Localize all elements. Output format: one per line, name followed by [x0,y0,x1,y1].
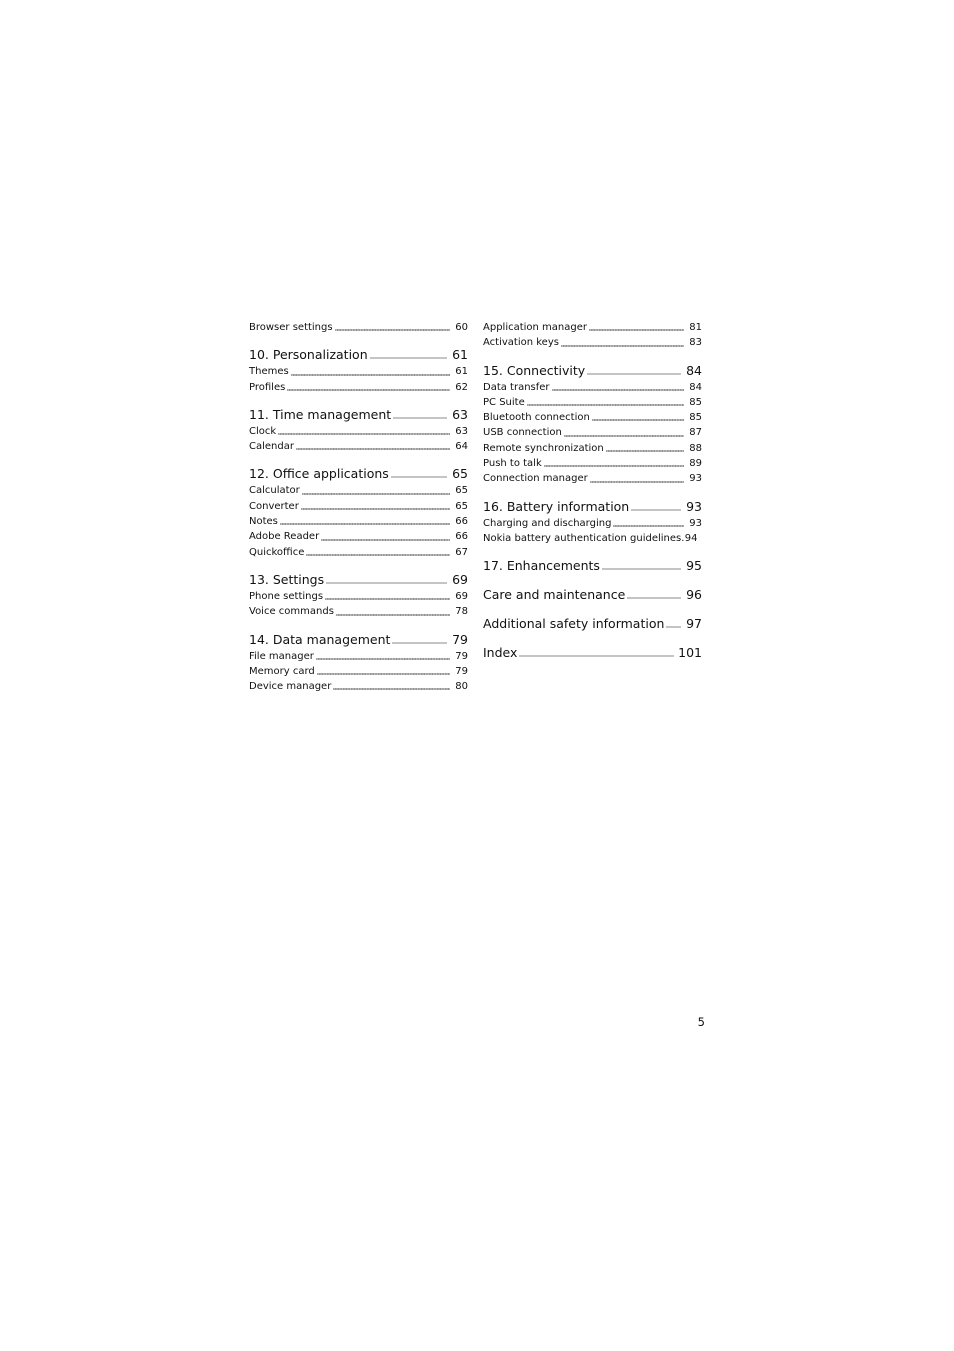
toc-section[interactable] [249,571,468,589]
toc-section[interactable] [483,498,702,516]
dot-leader [666,626,681,628]
entry-page: 80 [455,681,468,693]
section-page: 69 [452,571,468,587]
entry-page: 63 [455,425,468,437]
entry-title: USB connection [483,427,562,439]
entry-title: Voice commands [249,606,334,618]
section-title: 10. Personalization [249,347,368,363]
dot-leader [631,509,681,511]
toc-entry[interactable] [249,380,468,395]
toc-section[interactable] [483,362,702,380]
entry-title: Adobe Reader [249,531,320,543]
entry-page: 65 [455,485,468,497]
toc-entry[interactable] [249,589,468,604]
toc-entry[interactable] [483,531,702,546]
entry-page: 84 [689,381,702,393]
entry-page: 67 [455,546,468,558]
dot-leader [589,329,684,331]
entry-page: 65 [455,500,468,512]
section-title: 14. Data management [249,631,391,647]
toc-entry[interactable] [249,514,468,529]
entry-page: 78 [455,606,468,618]
entry-title: Application manager [483,322,587,333]
entry-title: Calculator [249,485,300,497]
entry-page: 85 [689,412,702,424]
dot-leader [333,688,450,690]
entry-title: PC Suite [483,396,525,408]
dot-leader [393,417,447,419]
dot-leader [370,357,447,359]
dot-leader [592,419,684,421]
section-title: 13. Settings [249,571,325,587]
entry-page: 87 [689,427,702,439]
dot-leader [287,389,450,391]
toc-right-column [483,320,702,662]
entry-title: Converter [249,500,299,512]
section-page: 95 [686,558,702,574]
toc-section[interactable] [249,406,468,424]
section-title: 11. Time management [249,406,392,422]
dot-leader [296,448,450,450]
dot-leader [321,539,450,541]
toc-entry[interactable] [249,499,468,514]
dot-leader [527,404,684,406]
section-page: 63 [452,406,468,422]
entry-title: Activation keys [483,337,559,349]
entry-title: Memory card [249,665,315,677]
entry-title: Quickoffice [249,546,305,558]
section-title: Care and maintenance [483,587,626,603]
toc-entry[interactable] [483,410,702,425]
section-title: 12. Office applications [249,466,389,482]
entry-page: 94 [684,532,698,544]
toc-entry[interactable] [249,483,468,498]
entry-title: Charging and discharging [483,517,612,529]
toc-entry[interactable] [483,320,702,335]
dot-leader [278,433,450,435]
toc-section[interactable] [483,615,702,633]
entry-title: File manager [249,650,314,662]
toc-section[interactable] [483,557,702,575]
dot-leader [291,374,450,376]
dot-leader [606,450,684,452]
entry-title: Connection manager [483,473,588,485]
section-title: Additional safety information [483,616,665,632]
dot-leader [564,435,684,437]
entry-page: 64 [455,441,468,453]
toc-entry[interactable] [249,424,468,439]
entry-title: Nokia battery authentication guidelines. [483,532,685,544]
page-number: 5 [697,1015,705,1029]
section-page: 101 [678,645,702,661]
dot-leader [306,554,450,556]
section-title: 16. Battery information [483,498,630,514]
toc-entry[interactable] [483,471,702,486]
toc-section[interactable] [483,586,702,604]
dot-leader [391,476,447,478]
toc-section[interactable] [249,465,468,483]
entry-page: 93 [689,473,702,485]
toc-entry[interactable] [483,335,702,350]
entry-page: 83 [689,337,702,349]
dot-leader [613,525,684,527]
entry-title: Clock [249,425,277,437]
toc-entry[interactable] [483,380,702,395]
entry-title: Push to talk [483,458,542,470]
entry-page: 60 [455,322,468,333]
entry-page: 79 [455,665,468,677]
entry-title: Notes [249,516,278,528]
dot-leader [602,568,681,570]
entry-page: 61 [455,366,468,378]
toc-entry[interactable] [249,604,468,619]
dot-leader [317,673,450,675]
entry-title: Device manager [249,681,332,693]
toc-entry[interactable] [249,649,468,664]
toc-entry[interactable] [483,395,702,410]
entry-page: 81 [689,322,702,333]
entry-title: Browser settings [249,322,333,333]
entry-page: 88 [689,442,702,454]
section-page: 97 [686,616,702,632]
toc-entry[interactable] [249,320,468,335]
section-page: 79 [452,631,468,647]
section-page: 96 [686,587,702,603]
entry-page: 85 [689,396,702,408]
entry-title: Phone settings [249,590,324,602]
entry-title: Profiles [249,381,286,393]
toc-entry[interactable] [249,679,468,694]
dot-leader [336,614,450,616]
dot-leader [326,582,447,584]
dot-leader [544,465,684,467]
entry-page: 69 [455,590,468,602]
dot-leader [280,523,450,525]
entry-page: 89 [689,458,702,470]
toc-entry[interactable] [249,529,468,544]
dot-leader [590,481,684,483]
dot-leader [561,345,684,347]
section-title: Index [483,645,518,661]
toc-entry[interactable] [483,425,702,440]
entry-title: Remote synchronization [483,442,604,454]
toc-entry[interactable] [483,456,702,471]
toc-entry[interactable] [249,439,468,454]
dot-leader [325,598,450,600]
entry-page: 93 [689,517,702,529]
section-page: 93 [686,498,702,514]
toc-section[interactable] [249,346,468,364]
entry-page: 62 [455,381,468,393]
toc-left-column [249,320,468,694]
toc-section[interactable] [483,644,702,662]
section-page: 65 [452,466,468,482]
entry-title: Data transfer [483,381,550,393]
dot-leader [392,642,447,644]
dot-leader [302,493,450,495]
section-title: 15. Connectivity [483,362,586,378]
section-page: 84 [686,362,702,378]
toc-entry[interactable] [249,364,468,379]
dot-leader [552,389,684,391]
toc-entry[interactable] [483,516,702,531]
section-title: 17. Enhancements [483,558,600,574]
entry-title: Calendar [249,441,294,453]
entry-page: 66 [455,516,468,528]
toc-entry[interactable] [249,664,468,679]
dot-leader [301,508,450,510]
toc-section[interactable] [249,631,468,649]
toc-entry[interactable] [249,545,468,560]
entry-title: Bluetooth connection [483,412,590,424]
toc-entry[interactable] [483,441,702,456]
section-page: 61 [452,347,468,363]
dot-leader [335,329,450,331]
dot-leader [316,658,450,660]
dot-leader [627,597,681,599]
entry-page: 79 [455,650,468,662]
entry-page: 66 [455,531,468,543]
dot-leader [587,373,681,375]
dot-leader [519,655,674,657]
entry-title: Themes [249,366,289,378]
